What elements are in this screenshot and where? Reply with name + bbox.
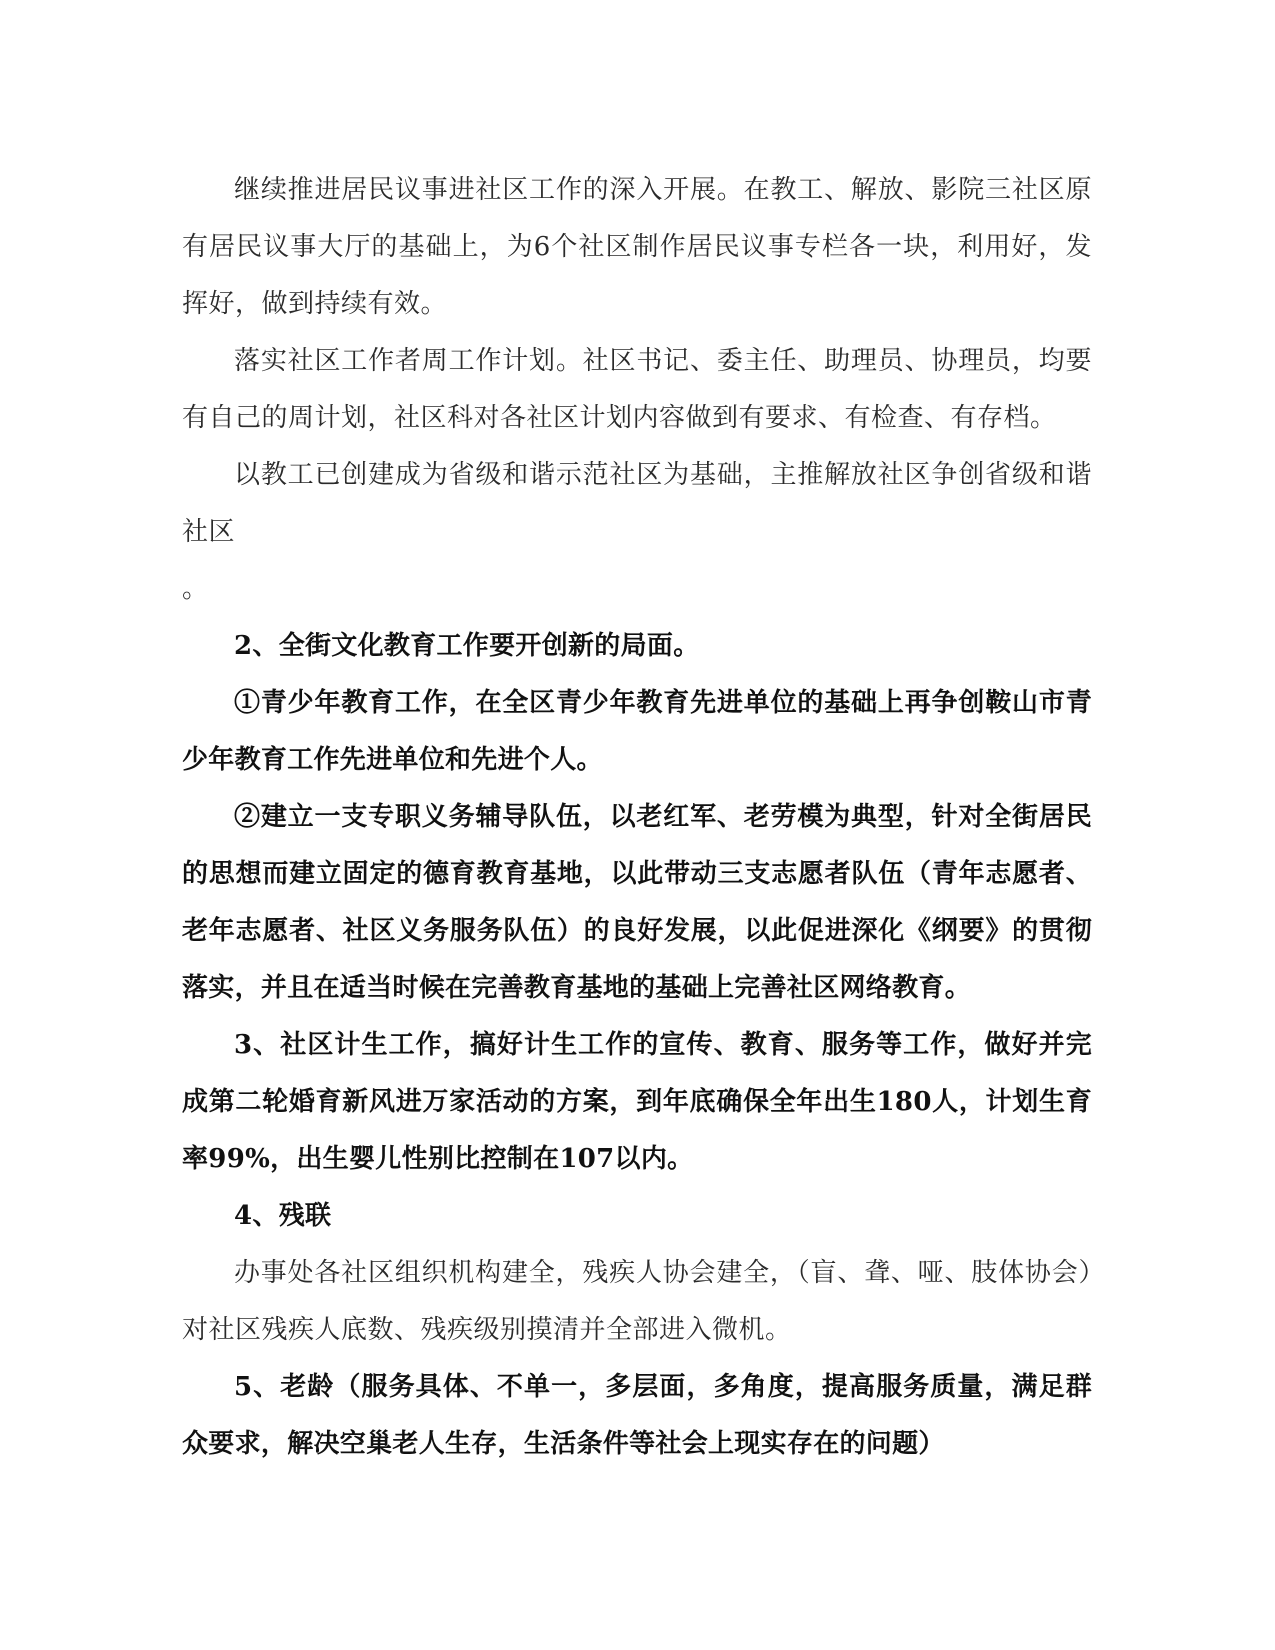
paragraph-family-planning: 3、社区计生工作，搞好计生工作的宣传、教育、服务等工作，做好并完成第二轮婚育新风进万家活动的方案，到年底确保全年出生180人，计划生育率99%，出生婴儿性别比控制在107以内。 xyxy=(182,1030,1092,1174)
paragraph-resident-council: 继续推进居民议事进社区工作的深入开展。在教工、解放、影院三社区原有居民议事大厅的基础上，为6个社区制作居民议事专栏各一块，利用好，发挥好，做到持续有效。 xyxy=(182,175,1092,319)
paragraph-youth-education: ①青少年教育工作，在全区青少年教育先进单位的基础上再争创鞍山市青少年教育工作先进单位和先进个人。 xyxy=(182,688,1092,775)
paragraph-volunteer-team: ②建立一支专职义务辅导队伍，以老红军、老劳模为典型，针对全街居民的思想而建立固定的德育教育基地，以此带动三支志愿者队伍（青年志愿者、老年志愿者、社区义务服务队伍）的良好发展，以此促进深化《纲要》的贯彻落实，并且在适当时候在完善教育基地的基础上完善社区网络教育。 xyxy=(182,802,1092,1003)
heading-disabled-federation: 4、残联 xyxy=(234,1201,332,1231)
document-body xyxy=(182,162,1092,1473)
paragraph-elderly-service: 5、老龄（服务具体、不单一，多层面，多角度，提高服务质量，满足群众要求，解决空巢老人生存，生活条件等社会上现实存在的问题） xyxy=(182,1372,1092,1459)
paragraph-disabled-association: 办事处各社区组织机构建全，残疾人协会建全，（盲、聋、哑、肢体协会）对社区残疾人底数、残疾级别摸清并全部进入微机。 xyxy=(182,1258,1092,1345)
paragraph-weekly-plan: 落实社区工作者周工作计划。社区书记、委主任、助理员、协理员，均要有自己的周计划，社区科对各社区计划内容做到有要求、有检查、有存档。 xyxy=(182,346,1092,433)
heading-culture-education: 2、全街文化教育工作要开创新的局面。 xyxy=(234,631,700,661)
paragraph-harmonious-community: 以教工已创建成为省级和谐示范社区为基础，主推解放社区争创省级和谐社区 xyxy=(182,460,1092,547)
paragraph-period-continuation: 。 xyxy=(182,574,209,604)
